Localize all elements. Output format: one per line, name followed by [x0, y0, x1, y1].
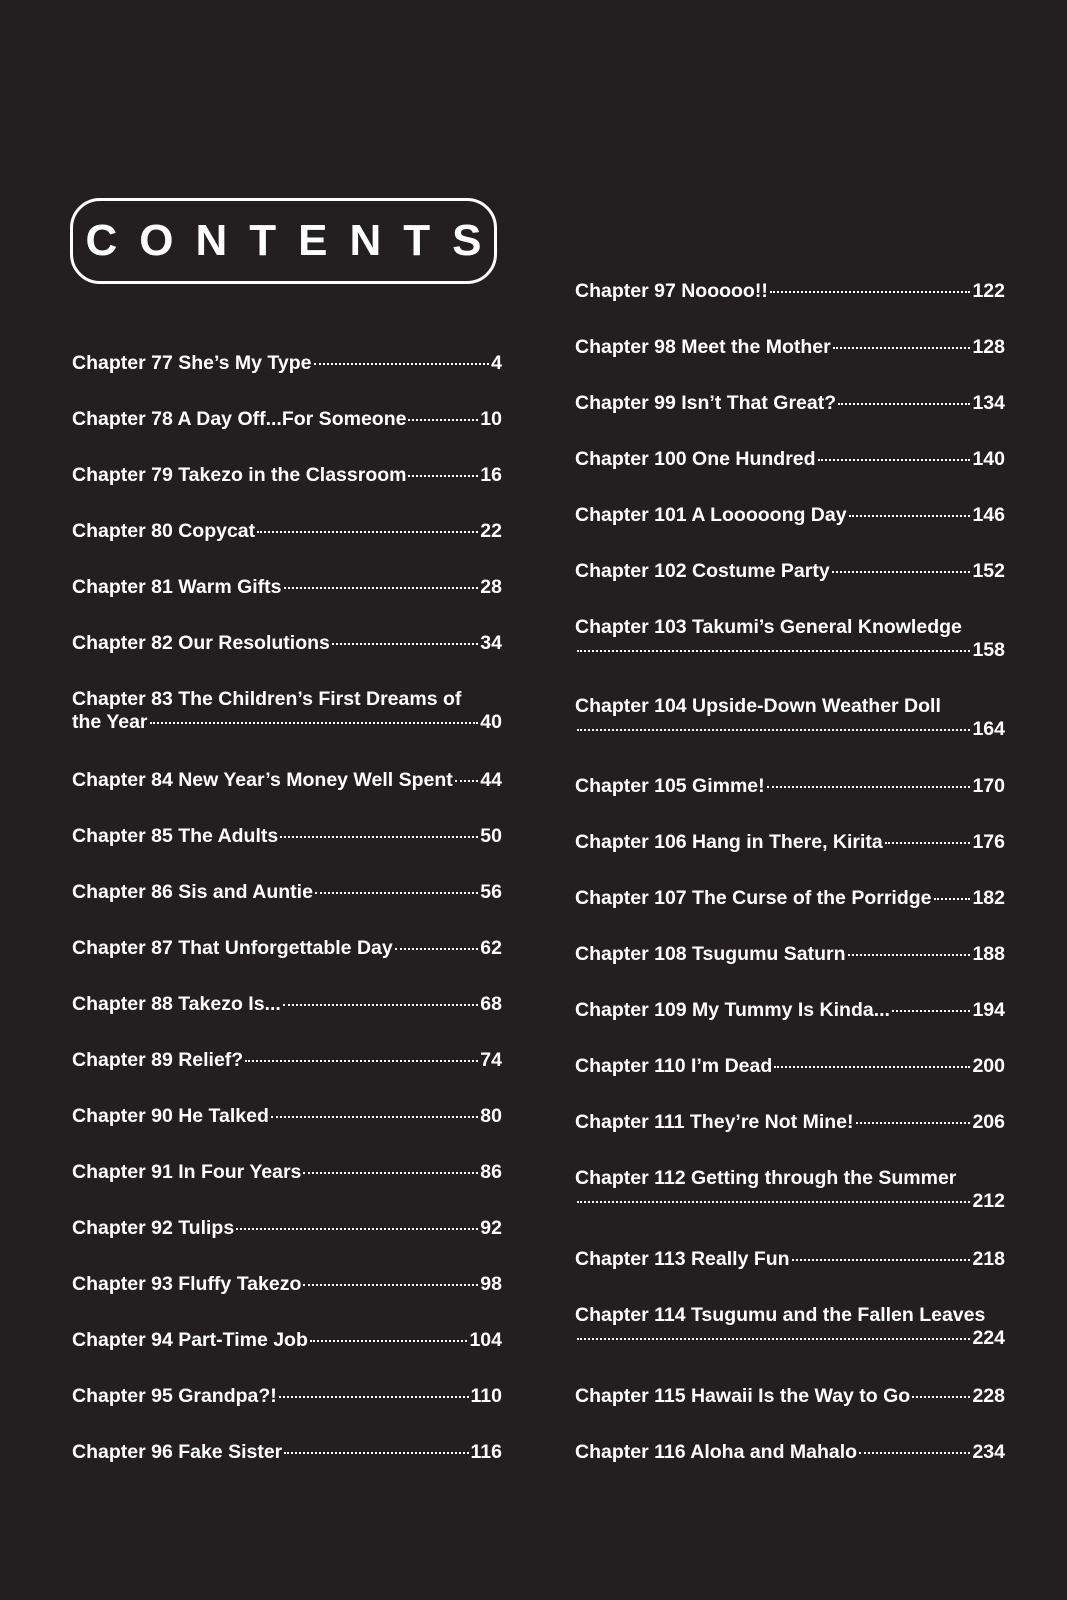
toc-entry[interactable]	[72, 769, 502, 792]
toc-entry-page: 68	[480, 993, 502, 1015]
toc-entry-page: 224	[972, 1327, 1005, 1349]
toc-entry-page: 152	[972, 560, 1005, 582]
toc-entry-page: 182	[972, 887, 1005, 909]
toc-entry-page: 116	[470, 1441, 502, 1463]
toc-entry-page: 146	[972, 504, 1005, 526]
toc-entry[interactable]	[72, 688, 502, 734]
toc-entry-page: 194	[972, 999, 1005, 1021]
dot-leader	[236, 1228, 478, 1230]
toc-entry-page: 28	[480, 576, 502, 598]
toc-entry[interactable]	[72, 464, 502, 487]
dot-leader	[767, 786, 971, 788]
toc-entry-title: Chapter 106 Hang in There, Kirita	[575, 831, 883, 853]
dot-leader	[395, 948, 479, 950]
dot-leader	[408, 419, 478, 421]
dot-leader	[271, 1116, 478, 1118]
dot-leader	[838, 403, 970, 405]
toc-entry-title: Chapter 85 The Adults	[72, 825, 279, 847]
toc-entry[interactable]	[72, 1441, 502, 1464]
toc-entry-page: 22	[480, 520, 502, 542]
dot-leader	[279, 1396, 469, 1398]
toc-entry-title: Chapter 95 Grandpa?!	[72, 1385, 277, 1407]
dot-leader	[284, 1452, 468, 1454]
dot-leader	[833, 347, 971, 349]
toc-entry[interactable]	[72, 825, 502, 848]
toc-entry-title: Chapter 114 Tsugumu and the Fallen Leaves	[575, 1304, 986, 1326]
dot-leader	[303, 1284, 478, 1286]
toc-entry[interactable]	[72, 520, 502, 543]
toc-entry-title: Chapter 78 A Day Off...For Someone	[72, 408, 407, 430]
toc-entry[interactable]	[575, 831, 1005, 854]
dot-leader	[832, 571, 971, 573]
toc-entry[interactable]	[72, 576, 502, 599]
toc-entry[interactable]	[575, 1167, 1005, 1213]
dot-leader	[577, 650, 970, 652]
toc-entry[interactable]	[72, 1105, 502, 1128]
dot-leader	[314, 363, 490, 365]
toc-entry-title: Chapter 110 I’m Dead	[575, 1055, 773, 1077]
toc-entry-page: 206	[972, 1111, 1005, 1133]
toc-entry-title: Chapter 100 One Hundred	[575, 448, 816, 470]
dot-leader	[848, 954, 971, 956]
toc-entry-title-cont: the Year	[72, 711, 148, 733]
dot-leader	[856, 1122, 971, 1124]
dot-leader	[332, 643, 478, 645]
toc-entry[interactable]	[72, 1161, 502, 1184]
toc-entry-title: Chapter 83 The Children’s First Dreams of	[72, 688, 462, 710]
toc-entry-title: Chapter 98 Meet the Mother	[575, 336, 831, 358]
toc-entry[interactable]	[575, 1441, 1005, 1464]
toc-entry[interactable]	[72, 352, 502, 375]
toc-entry-title: Chapter 112 Getting through the Summer	[575, 1167, 957, 1189]
dot-leader	[577, 729, 970, 731]
toc-entry-title: Chapter 87 That Unforgettable Day	[72, 937, 393, 959]
toc-entry[interactable]	[72, 993, 502, 1016]
toc-entry-title: Chapter 86 Sis and Auntie	[72, 881, 313, 903]
dot-leader	[455, 780, 479, 782]
toc-entry-page: 218	[972, 1248, 1005, 1270]
dot-leader	[303, 1172, 478, 1174]
toc-entry-title: Chapter 115 Hawaii Is the Way to Go	[575, 1385, 911, 1407]
toc-entry-title: Chapter 101 A Looooong Day	[575, 504, 847, 526]
toc-entry-page: 4	[491, 352, 502, 374]
toc-entry-page: 228	[972, 1385, 1005, 1407]
toc-entry[interactable]	[575, 943, 1005, 966]
toc-entry-page: 234	[972, 1441, 1005, 1463]
toc-entry[interactable]	[575, 775, 1005, 798]
toc-entry-page: 56	[480, 881, 502, 903]
toc-entry-title: Chapter 91 In Four Years	[72, 1161, 302, 1183]
toc-entry-title: Chapter 96 Fake Sister	[72, 1441, 283, 1463]
dot-leader	[912, 1396, 970, 1398]
toc-entry-title: Chapter 84 New Year’s Money Well Spent	[72, 769, 453, 791]
toc-entry-page: 170	[972, 775, 1005, 797]
toc-entry-page: 164	[972, 718, 1005, 740]
dot-leader	[934, 898, 971, 900]
toc-entry-title: Chapter 105 Gimme!	[575, 775, 765, 797]
dot-leader	[892, 1010, 970, 1012]
toc-entry-title: Chapter 92 Tulips	[72, 1217, 235, 1239]
toc-entry-title: Chapter 94 Part-Time Job	[72, 1329, 308, 1351]
toc-entry[interactable]	[575, 616, 1005, 662]
toc-entry-page: 140	[972, 448, 1005, 470]
contents-title: CONTENTS	[85, 216, 504, 265]
toc-entry-title: Chapter 79 Takezo in the Classroom	[72, 464, 407, 486]
toc-entry[interactable]	[575, 1385, 1005, 1408]
toc-entry[interactable]	[72, 1273, 502, 1296]
toc-entry[interactable]	[72, 1049, 502, 1072]
toc-entry-page: 50	[480, 825, 502, 847]
toc-entry[interactable]	[575, 999, 1005, 1022]
toc-entry-page: 122	[972, 280, 1005, 302]
toc-entry-title: Chapter 103 Takumi’s General Knowledge	[575, 616, 962, 638]
toc-entry[interactable]	[575, 1111, 1005, 1134]
dot-leader	[859, 1452, 970, 1454]
dot-leader	[770, 291, 971, 293]
toc-entry[interactable]	[72, 1329, 502, 1352]
toc-entry[interactable]	[575, 448, 1005, 471]
dot-leader	[257, 531, 478, 533]
dot-leader	[577, 1201, 970, 1203]
dot-leader	[818, 459, 971, 461]
toc-entry[interactable]	[575, 560, 1005, 583]
dot-leader	[284, 587, 479, 589]
toc-entry-page: 128	[972, 336, 1005, 358]
dot-leader	[577, 1338, 970, 1340]
dot-leader	[408, 475, 478, 477]
toc-entry-page: 110	[470, 1385, 502, 1407]
toc-entry-page: 200	[972, 1055, 1005, 1077]
toc-entry-title: Chapter 109 My Tummy Is Kinda...	[575, 999, 890, 1021]
dot-leader	[310, 1340, 468, 1342]
toc-entry[interactable]	[72, 1385, 502, 1408]
toc-entry[interactable]	[72, 937, 502, 960]
toc-entry-page: 92	[480, 1217, 502, 1239]
dot-leader	[849, 515, 971, 517]
toc-entry-title: Chapter 108 Tsugumu Saturn	[575, 943, 846, 965]
toc-entry-title: Chapter 93 Fluffy Takezo	[72, 1273, 302, 1295]
dot-leader	[150, 722, 479, 724]
toc-entry-title: Chapter 102 Costume Party	[575, 560, 830, 582]
toc-entry-page: 10	[480, 408, 502, 430]
toc-entry-page: 104	[469, 1329, 502, 1351]
toc-entry-title: Chapter 99 Isn’t That Great?	[575, 392, 837, 414]
toc-entry[interactable]	[575, 392, 1005, 415]
toc-entry[interactable]	[72, 1217, 502, 1240]
toc-entry[interactable]	[72, 632, 502, 655]
toc-entry[interactable]	[575, 1055, 1005, 1078]
toc-entry-title: Chapter 111 They’re Not Mine!	[575, 1111, 854, 1133]
toc-entry-title: Chapter 82 Our Resolutions	[72, 632, 330, 654]
toc-entry[interactable]	[72, 881, 502, 904]
toc-entry-title: Chapter 80 Copycat	[72, 520, 256, 542]
toc-entry-page: 134	[972, 392, 1005, 414]
toc-entry-page: 86	[480, 1161, 502, 1183]
toc-entry[interactable]	[575, 1304, 1005, 1350]
toc-entry-page: 62	[480, 937, 502, 959]
toc-entry[interactable]	[72, 408, 502, 431]
toc-entry-title: Chapter 89 Relief?	[72, 1049, 244, 1071]
toc-entry[interactable]	[575, 504, 1005, 527]
dot-leader	[792, 1259, 971, 1261]
toc-entry[interactable]	[575, 280, 1005, 303]
toc-entry[interactable]	[575, 336, 1005, 359]
dot-leader	[245, 1060, 478, 1062]
toc-entry-page: 158	[972, 639, 1005, 661]
contents-title-box	[70, 198, 504, 284]
toc-entry[interactable]	[575, 1248, 1005, 1271]
toc-entry-page: 212	[972, 1190, 1005, 1212]
toc-entry-page: 34	[480, 632, 502, 654]
dot-leader	[774, 1066, 970, 1068]
toc-entry-page: 16	[480, 464, 502, 486]
dot-leader	[885, 842, 971, 844]
dot-leader	[315, 892, 478, 894]
toc-entry-title: Chapter 90 He Talked	[72, 1105, 269, 1127]
toc-entry-title: Chapter 113 Really Fun	[575, 1248, 790, 1270]
toc-entry-page: 188	[972, 943, 1005, 965]
toc-entry[interactable]	[575, 695, 1005, 741]
toc-entry-page: 176	[972, 831, 1005, 853]
toc-entry-page: 40	[480, 711, 502, 733]
toc-entry-title: Chapter 97 Nooooo!!	[575, 280, 768, 302]
toc-entry-title: Chapter 81 Warm Gifts	[72, 576, 282, 598]
toc-entry[interactable]	[575, 887, 1005, 910]
toc-entry-title: Chapter 88 Takezo Is...	[72, 993, 281, 1015]
toc-entry-page: 74	[480, 1049, 502, 1071]
toc-entry-page: 80	[480, 1105, 502, 1127]
toc-entry-page: 44	[480, 769, 502, 791]
dot-leader	[280, 836, 478, 838]
toc-entry-title: Chapter 107 The Curse of the Porridge	[575, 887, 932, 909]
toc-entry-title: Chapter 116 Aloha and Mahalo	[575, 1441, 858, 1463]
toc-entry-title: Chapter 104 Upside-Down Weather Doll	[575, 695, 941, 717]
toc-entry-page: 98	[480, 1273, 502, 1295]
toc-entry-title: Chapter 77 She’s My Type	[72, 352, 312, 374]
dot-leader	[283, 1004, 479, 1006]
